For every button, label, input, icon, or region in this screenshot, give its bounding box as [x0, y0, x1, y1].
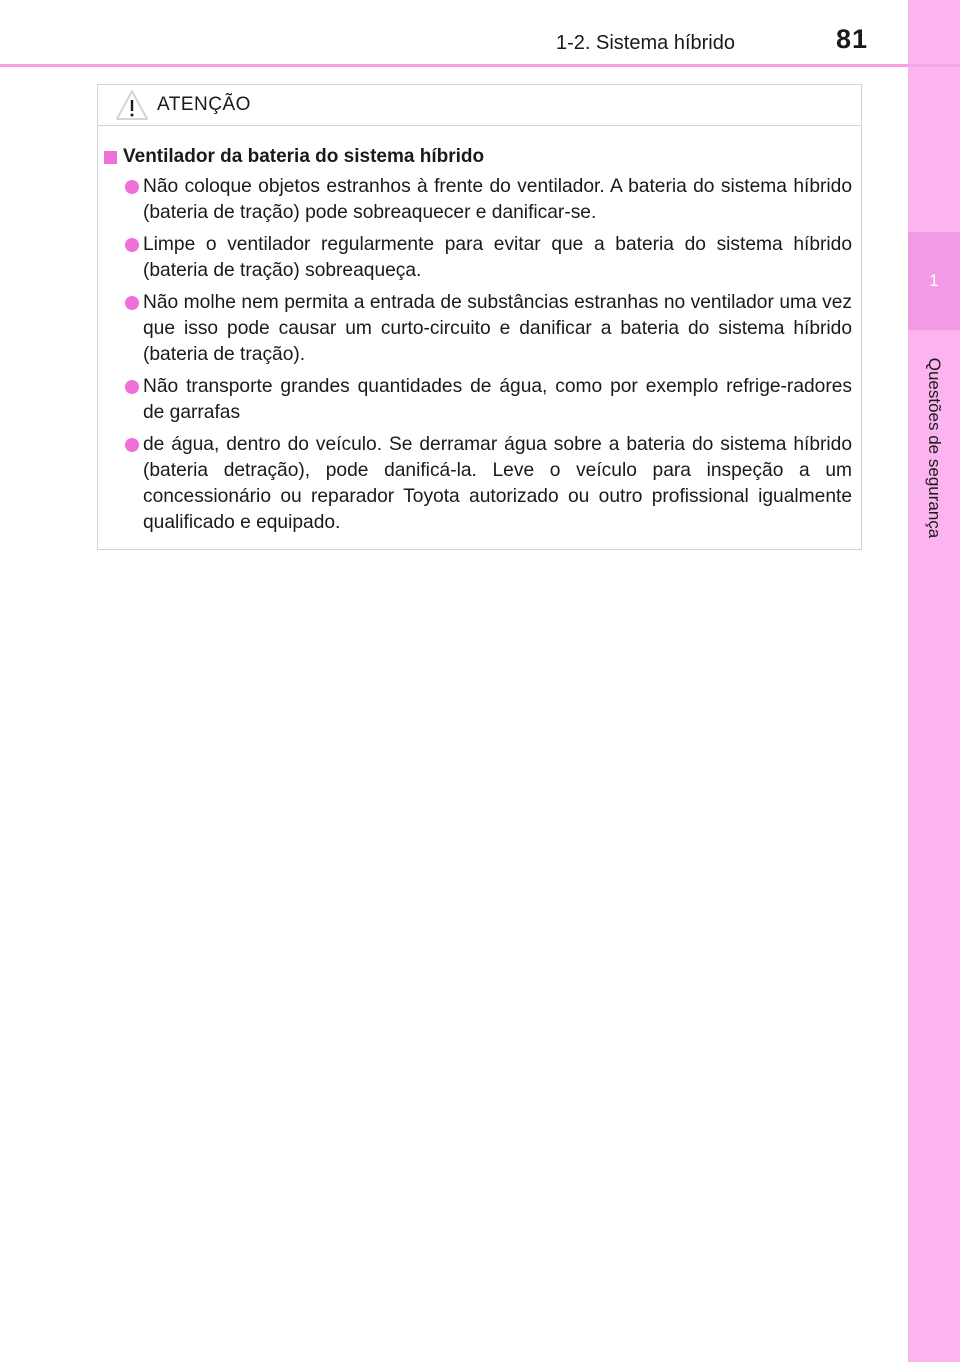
list-item-text: Não coloque objetos estranhos à frente do ventilador. A bateria do sistema híbrido (bateria de tração) pode sobreaquecer e danificar-se.	[143, 176, 852, 223]
warning-header	[98, 85, 861, 126]
list-item-text: Limpe o ventilador regularmente para evitar que a bateria do sistema híbrido (bateria de tração) sobreaqueça.	[143, 234, 852, 281]
chapter-number-box	[908, 232, 960, 330]
page-number: 81	[836, 24, 869, 54]
warning-triangle-icon	[115, 89, 149, 121]
warning-body	[98, 126, 861, 536]
list-item	[104, 432, 852, 536]
side-tab-rule	[908, 64, 960, 67]
bullet-icon	[125, 180, 139, 194]
warning-title: ATENÇÃO	[157, 94, 251, 115]
list-item	[104, 232, 852, 284]
bullet-icon	[125, 380, 139, 394]
bullet-icon	[125, 296, 139, 310]
list-item-text: Não molhe nem permita a entrada de substâncias estranhas no ventilador uma vez que isso pode causar um curto-circuito e danificar a bateria do sistema híbrido (bateria de tração).	[143, 292, 852, 365]
bullet-icon	[125, 438, 139, 452]
list-item	[104, 174, 852, 226]
list-item-text: de água, dentro do veículo. Se derramar água sobre a bateria do sistema híbrido (bateria detração), pode danificá-la. Leve o veículo para inspeção a um concessionário ou reparador Toyota autorizado ou outro profissional igualmente qualificado e equipado.	[143, 434, 852, 533]
section-title: 1-2. Sistema híbrido	[556, 32, 735, 54]
side-tab	[908, 0, 960, 1362]
subheading-text: Ventilador da bateria do sistema híbrido	[123, 146, 485, 167]
square-bullet-icon	[104, 151, 117, 164]
chapter-number: 1	[929, 271, 939, 290]
bullet-icon	[125, 238, 139, 252]
subheading	[104, 146, 852, 168]
header-rule	[0, 64, 908, 67]
list-item	[104, 374, 852, 426]
chapter-title: Questões de segurança	[925, 357, 944, 539]
warning-box	[97, 84, 862, 550]
list-item-text: Não transporte grandes quantidades de água, como por exemplo refrige-radores de garrafas	[143, 376, 852, 423]
list-item	[104, 290, 852, 368]
